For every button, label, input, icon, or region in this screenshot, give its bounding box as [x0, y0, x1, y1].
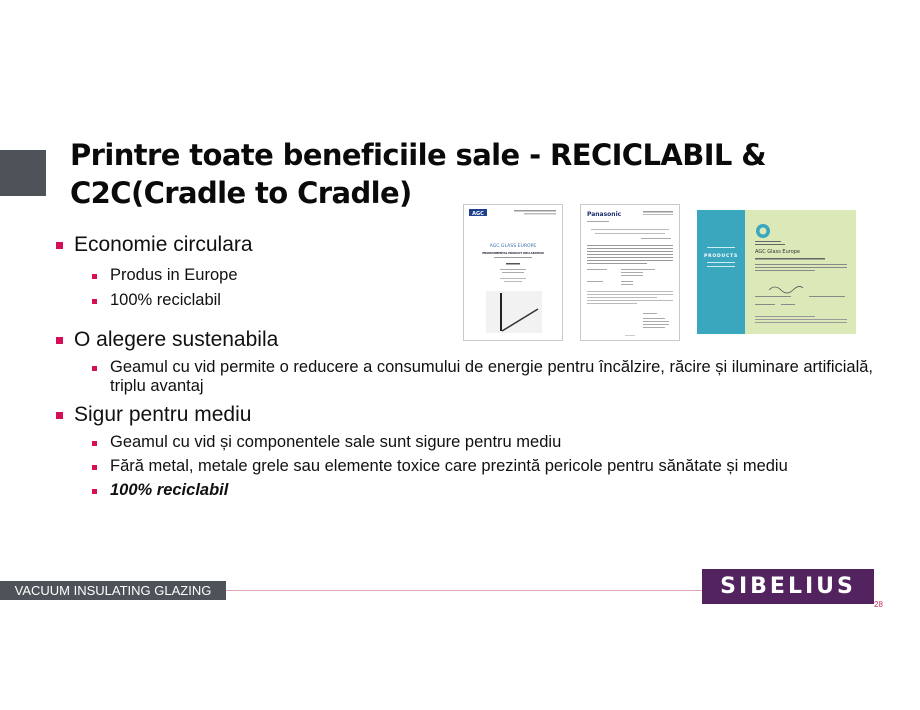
- slide-title: Printre toate beneficiile sale - RECICLABIL & C2C(Cradle to Cradle): [70, 138, 766, 210]
- page-number: 28: [874, 600, 883, 609]
- sub-bullet-produs-in-europe: Produs in Europe: [92, 266, 876, 285]
- agc-subheading-text: ENVIRONMENTAL PRODUCT DECLARATION: [482, 252, 544, 255]
- sub-bullet-componente-sigure: Geamul cu vid și componentele sale sunt sigure pentru mediu: [92, 433, 876, 452]
- panasonic-brand-text: Panasonic: [587, 211, 622, 218]
- agc-heading-text: AGC GLASS EUROPE: [489, 244, 537, 249]
- c2c-company-text: AGC Glass Europe: [755, 249, 800, 255]
- bullet-sigur-pentru-mediu: Sigur pentru mediu: [56, 402, 876, 428]
- c2c-products-text: PRODUCTS: [704, 254, 738, 259]
- footer-label: VACUUM INSULATING GLAZING: [0, 581, 226, 600]
- title-accent-block: [0, 150, 46, 196]
- sub-bullet-100-reciclabil: 100% reciclabil: [92, 291, 876, 310]
- bullet-o-alegere-sustenabila: O alegere sustenabila: [56, 327, 876, 353]
- sub-bullet-fara-metal: Fără metal, metale grele sau elemente toxice care prezintă pericole pentru sănătate și mediu: [92, 457, 876, 476]
- sibelius-logo: SIBELIUS: [702, 569, 874, 604]
- bullet-list: [56, 232, 876, 500]
- sub-bullet-100-reciclabil-bold: 100% reciclabil: [92, 481, 876, 500]
- agc-brand-text: AGC: [472, 211, 484, 217]
- bullet-economie-circulara: Economie circulara: [56, 232, 876, 258]
- sub-bullet-reducere-consum: Geamul cu vid permite o reducere a consumului de energie pentru încălzire, răcire și iluminare artificială, triplu avantaj: [92, 358, 876, 396]
